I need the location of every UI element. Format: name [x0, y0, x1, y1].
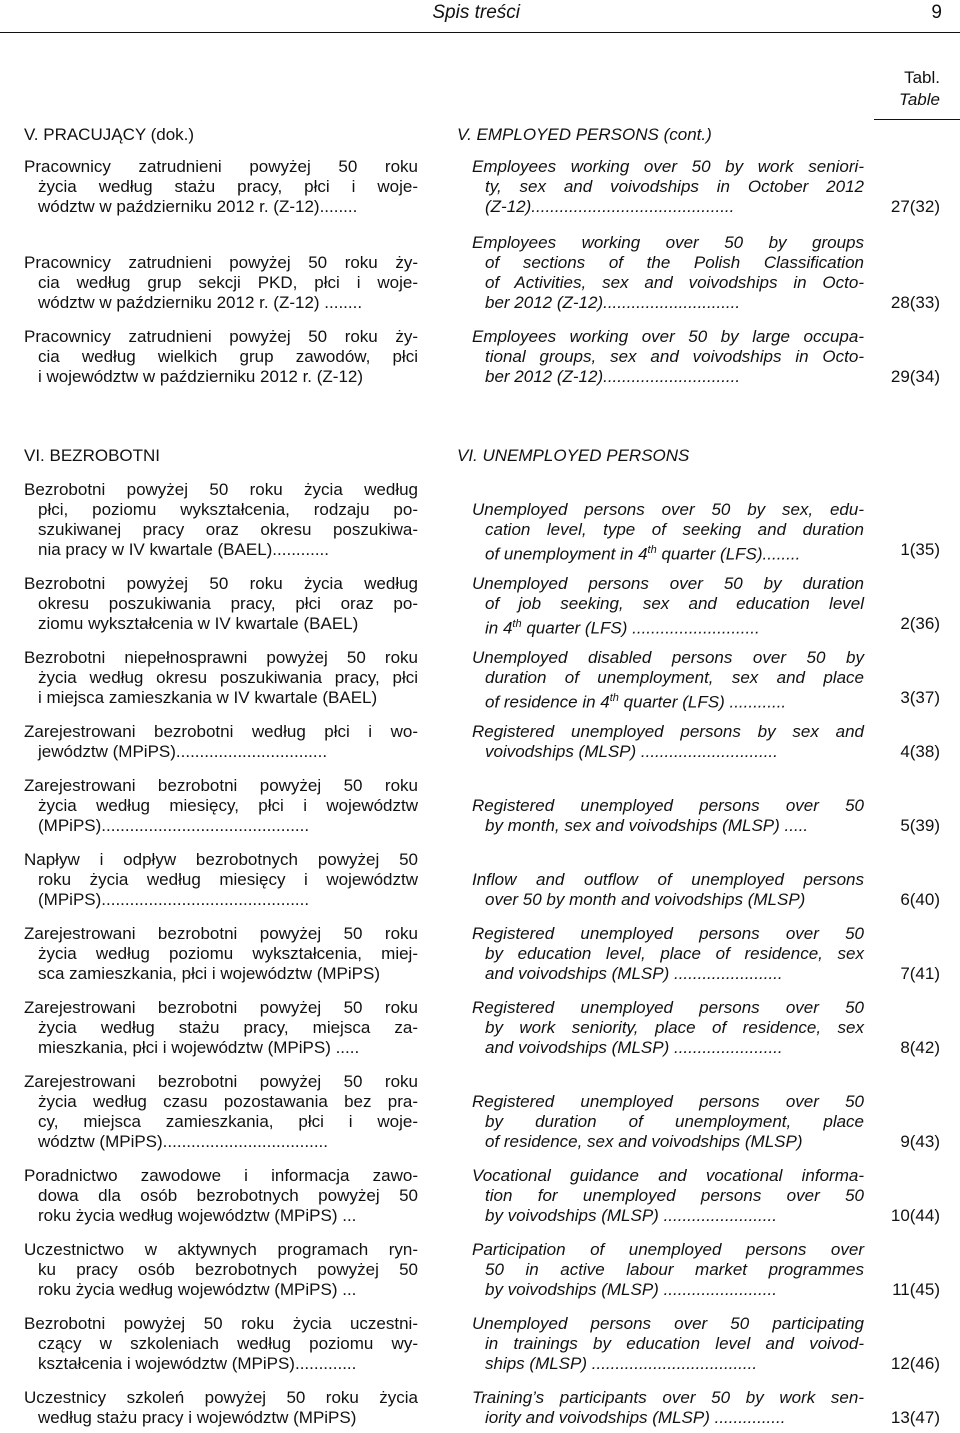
toc-entry-line: Registered unemployed persons over 50 — [472, 1092, 864, 1111]
toc-entry-line: ty, sex and voivodships in October 2012 — [485, 177, 864, 196]
toc-entry-line: tion for unemployed persons over 50 — [485, 1186, 864, 1205]
toc-entry-text: quarter (LFS) ........................... — [521, 618, 760, 638]
section-vi-heading-en: VI. UNEMPLOYED PERSONS — [457, 446, 690, 465]
header-title: Spis treści — [432, 2, 520, 23]
toc-entry-en[interactable] — [472, 870, 864, 910]
toc-entry-line: over 50 by month and voivodships (MLSP) — [485, 890, 806, 909]
toc-entry-line: mieszkania, płci i województw (MPiPS) ..... — [38, 1038, 360, 1057]
toc-entry-en[interactable] — [472, 1092, 864, 1152]
toc-entry-line: by month, sex and voivodships (MLSP) ..... — [485, 816, 809, 835]
toc-entry-line: Employees working over 50 by work seniori- — [472, 157, 864, 176]
toc-entry-pl[interactable] — [24, 850, 418, 910]
section-vi-heading-pl: VI. BEZROBOTNI — [24, 446, 161, 465]
toc-entry-line: czący w szkoleniach według poziomu wy- — [38, 1334, 418, 1353]
toc-entry-line: (Z-12)........................................... — [485, 197, 735, 216]
toc-entry-text: of residence in 4 — [485, 692, 610, 712]
toc-entry-line: in trainings by education level and voivod- — [485, 1334, 864, 1353]
toc-entry-line — [472, 540, 864, 565]
toc-table-number[interactable]: 11(45) — [892, 1280, 940, 1299]
toc-entry-pl[interactable] — [24, 924, 418, 984]
toc-table-number[interactable]: 6(40) — [900, 890, 940, 909]
toc-entry-pl[interactable] — [24, 253, 418, 313]
toc-entry-line: Bezrobotni powyżej 50 roku życia według — [24, 480, 418, 499]
toc-entry-line: of residence, sex and voivodships (MLSP) — [485, 1132, 803, 1151]
toc-entry-line — [472, 688, 864, 713]
toc-table-number[interactable]: 2(36) — [900, 614, 940, 633]
toc-entry-line: szukiwanej pracy oraz okresu poszukiwa- — [38, 520, 418, 539]
toc-table-number[interactable]: 10(44) — [890, 1206, 940, 1225]
toc-table-number[interactable]: 9(43) — [900, 1132, 940, 1151]
toc-entry-line: Poradnictwo zawodowe i informacja zawo- — [24, 1166, 418, 1185]
toc-entry-line: i województw w październiku 2012 r. (Z-12) — [38, 367, 364, 386]
ordinal-superscript: th — [647, 544, 657, 556]
toc-entry-line: of sections of the Polish Classification — [485, 253, 864, 272]
toc-entry-text: in 4 — [485, 618, 513, 638]
toc-entry-line: wództw (MPiPS)................................... — [38, 1132, 328, 1151]
toc-entry-line: Employees working over 50 by large occupa- — [472, 327, 864, 346]
toc-entry-pl[interactable] — [24, 1314, 418, 1374]
toc-entry-line: tional groups, sex and voivodships in Octo- — [485, 347, 864, 366]
toc-entry-line: Unemployed persons over 50 by sex, edu- — [472, 500, 864, 519]
toc-entry-line: duration of unemployment, sex and place — [485, 668, 864, 687]
toc-entry-en[interactable] — [472, 500, 864, 565]
toc-entry-line: cia według grup sekcji PKD, płci i woje- — [38, 273, 418, 292]
toc-entry-line: Unemployed disabled persons over 50 by — [472, 648, 864, 667]
toc-entry-line: Registered unemployed persons by sex and — [472, 722, 864, 741]
toc-entry-line: roku życia według miesięcy i województw — [38, 870, 418, 889]
toc-table-number[interactable]: 27(32) — [890, 197, 940, 216]
toc-entry-line: 50 in active labour market programmes — [485, 1260, 864, 1279]
toc-entry-line: Napływ i odpływ bezrobotnych powyżej 50 — [24, 850, 418, 869]
toc-entry-line: życia według stażu pracy, miejsca za- — [38, 1018, 418, 1037]
toc-entry-line: ziomu wykształcenia w IV kwartale (BAEL) — [38, 614, 359, 633]
toc-entry-line: i miejsca zamieszkania w IV kwartale (BAEL) — [38, 688, 378, 707]
toc-entry-line: Training’s participants over 50 by work sen- — [472, 1388, 864, 1407]
toc-entry-line: Zarejestrowani bezrobotni według płci i wo- — [24, 722, 418, 741]
toc-entry-line: okresu poszukiwania pracy, płci oraz po- — [38, 594, 418, 613]
ordinal-superscript: th — [609, 692, 619, 704]
toc-entry-line: Zarejestrowani bezrobotni powyżej 50 roku — [24, 998, 418, 1017]
toc-entry-line: płci, poziomu wykształcenia, rodzaju po- — [38, 500, 418, 519]
toc-entry-line: and voivodships (MLSP) ....................... — [485, 1038, 783, 1057]
toc-entry-line: Vocational guidance and vocational informa- — [472, 1166, 864, 1185]
toc-table-number[interactable]: 1(35) — [900, 540, 940, 559]
toc-entry-line: by education level, place of residence, sex — [485, 944, 864, 963]
toc-entry-line: by duration of unemployment, place — [485, 1112, 864, 1131]
toc-entry-pl[interactable] — [24, 722, 418, 762]
table-label-rule — [874, 119, 960, 120]
toc-entry-line: Zarejestrowani bezrobotni powyżej 50 roku — [24, 924, 418, 943]
toc-entry-line: jewództw (MPiPS)................................ — [38, 742, 328, 761]
toc-entry-en[interactable] — [472, 924, 864, 984]
toc-table-number[interactable]: 5(39) — [900, 816, 940, 835]
toc-table-number[interactable]: 28(33) — [890, 293, 940, 312]
toc-entry-pl[interactable] — [24, 648, 418, 708]
toc-entry-line: kształcenia i województw (MPiPS)............. — [38, 1354, 357, 1373]
toc-table-number[interactable]: 3(37) — [900, 688, 940, 707]
toc-entry-line: ku pracy osób bezrobotnych powyżej 50 — [38, 1260, 418, 1279]
toc-entry-pl[interactable] — [24, 1072, 418, 1152]
toc-entry-text: quarter (LFS) ............ — [618, 692, 787, 712]
toc-entry-line: Bezrobotni powyżej 50 roku życia według — [24, 574, 418, 593]
toc-entry-line: ber 2012 (Z-12)............................. — [485, 293, 741, 312]
toc-entry-line: Pracownicy zatrudnieni powyżej 50 roku — [24, 157, 418, 176]
toc-entry-line: Registered unemployed persons over 50 — [472, 998, 864, 1017]
toc-entry-line: iority and voivodships (MLSP) ............... — [485, 1408, 786, 1427]
toc-entry-line: Pracownicy zatrudnieni powyżej 50 roku ży- — [24, 327, 418, 346]
toc-entry-line: Bezrobotni niepełnosprawni powyżej 50 roku — [24, 648, 418, 667]
toc-entry-line: życia według okresu poszukiwania pracy, płci — [38, 668, 418, 687]
toc-entry-line: dowa dla osób bezrobotnych powyżej 50 — [38, 1186, 418, 1205]
toc-entry-en[interactable] — [472, 722, 864, 762]
toc-entry-line: ber 2012 (Z-12)............................. — [485, 367, 741, 386]
toc-entry-en[interactable] — [472, 574, 864, 639]
toc-entry-line: sca zamieszkania, płci i województw (MPiPS) — [38, 964, 380, 983]
toc-entry-line: wództw w październiku 2012 r. (Z-12)........ — [38, 197, 358, 216]
toc-entry-line: by voivodships (MLSP) ........................ — [485, 1280, 777, 1299]
toc-entry-en[interactable] — [472, 1314, 864, 1374]
header-rule — [0, 32, 960, 33]
toc-entry-en[interactable] — [472, 648, 864, 713]
toc-entry-line: życia według miesięcy, płci i województw — [38, 796, 418, 815]
toc-entry-en[interactable] — [472, 796, 864, 836]
toc-entry-pl[interactable] — [24, 1388, 418, 1428]
toc-entry-line: Unemployed persons over 50 by duration — [472, 574, 864, 593]
toc-entry-en[interactable] — [472, 327, 864, 387]
page-number: 9 — [931, 2, 942, 23]
toc-entry-line: wództw w październiku 2012 r. (Z-12) ........ — [38, 293, 363, 312]
table-label-en: Table — [899, 90, 940, 109]
toc-entry-line: życia według poziomu wykształcenia, miej- — [38, 944, 418, 963]
toc-entry-line: Pracownicy zatrudnieni powyżej 50 roku ży- — [24, 253, 418, 272]
toc-entry-line: ships (MLSP) ................................... — [485, 1354, 758, 1373]
toc-entry-pl[interactable] — [24, 157, 418, 217]
toc-entry-line: roku życia według województw (MPiPS) ... — [38, 1206, 357, 1225]
toc-entry-line: cy, miejsca zamieszkania, płci i woje- — [38, 1112, 418, 1131]
table-label-pl: Tabl. — [904, 68, 940, 87]
toc-entry-line: voivodships (MLSP) ............................. — [485, 742, 778, 761]
toc-entry-line: Uczestnictwo w aktywnych programach ryn- — [24, 1240, 418, 1259]
toc-entry-line: według stażu pracy i województw (MPiPS) — [38, 1408, 357, 1427]
toc-entry-line: of Activities, sex and voivodships in Octo- — [485, 273, 864, 292]
toc-entry-en[interactable] — [472, 1388, 864, 1428]
toc-entry-line: Registered unemployed persons over 50 — [472, 796, 864, 815]
toc-entry-line: cation level, type of seeking and duration — [485, 520, 864, 539]
toc-entry-pl[interactable] — [24, 574, 418, 634]
toc-table-number[interactable]: 13(47) — [890, 1408, 940, 1427]
table-column-label — [899, 67, 940, 111]
toc-entry-line: nia pracy w IV kwartale (BAEL)............ — [38, 540, 329, 559]
toc-entry-line: (MPiPS)............................................ — [38, 890, 310, 909]
toc-entry-en[interactable] — [472, 1166, 864, 1226]
toc-entry-line: of job seeking, sex and education level — [485, 594, 864, 613]
toc-entry-en[interactable] — [472, 1240, 864, 1300]
toc-entry-pl[interactable] — [24, 1166, 418, 1226]
toc-entry-line: Employees working over 50 by groups — [472, 233, 864, 252]
toc-entry-pl[interactable] — [24, 480, 418, 560]
toc-entry-en[interactable] — [472, 233, 864, 313]
toc-entry-pl[interactable] — [24, 327, 418, 387]
toc-entry-pl[interactable] — [24, 998, 418, 1058]
toc-entry-en[interactable] — [472, 998, 864, 1058]
toc-entry-line: cia według wielkich grup zawodów, płci — [38, 347, 418, 366]
toc-entry-pl[interactable] — [24, 1240, 418, 1300]
toc-entry-line: and voivodships (MLSP) ....................... — [485, 964, 783, 983]
toc-table-number[interactable]: 8(42) — [900, 1038, 940, 1057]
toc-table-number[interactable]: 12(46) — [890, 1354, 940, 1373]
toc-entry-line: (MPiPS)............................................ — [38, 816, 310, 835]
toc-entry-line: Zarejestrowani bezrobotni powyżej 50 roku — [24, 776, 418, 795]
toc-entry-line: Unemployed persons over 50 participating — [472, 1314, 864, 1333]
toc-entry-line: Uczestnicy szkoleń powyżej 50 roku życia — [24, 1388, 418, 1407]
toc-entry-en[interactable] — [472, 157, 864, 217]
toc-entry-line: Registered unemployed persons over 50 — [472, 924, 864, 943]
toc-entry-pl[interactable] — [24, 776, 418, 836]
toc-table-number[interactable]: 29(34) — [890, 367, 940, 386]
toc-entry-line: Zarejestrowani bezrobotni powyżej 50 roku — [24, 1072, 418, 1091]
section-v-heading-pl: V. PRACUJĄCY (dok.) — [24, 125, 195, 144]
toc-entry-line — [472, 614, 864, 639]
ordinal-superscript: th — [512, 618, 522, 630]
toc-entry-line: Bezrobotni powyżej 50 roku życia uczestni- — [24, 1314, 418, 1333]
toc-entry-line: Inflow and outflow of unemployed persons — [472, 870, 864, 889]
toc-entry-line: roku życia według województw (MPiPS) ... — [38, 1280, 357, 1299]
toc-entry-line: życia według czasu pozostawania bez pra- — [38, 1092, 418, 1111]
toc-table-number[interactable]: 4(38) — [900, 742, 940, 761]
toc-entry-text: of unemployment in 4 — [485, 544, 648, 564]
toc-entry-line: by work seniority, place of residence, sex — [485, 1018, 864, 1037]
toc-entry-line: życia według stażu pracy, płci i woje- — [38, 177, 418, 196]
toc-entry-text: quarter (LFS)........ — [656, 544, 801, 564]
toc-table-number[interactable]: 7(41) — [900, 964, 940, 983]
section-v-heading-en: V. EMPLOYED PERSONS (cont.) — [457, 125, 712, 144]
toc-entry-line: Participation of unemployed persons over — [472, 1240, 864, 1259]
toc-entry-line: by voivodships (MLSP) ........................ — [485, 1206, 777, 1225]
